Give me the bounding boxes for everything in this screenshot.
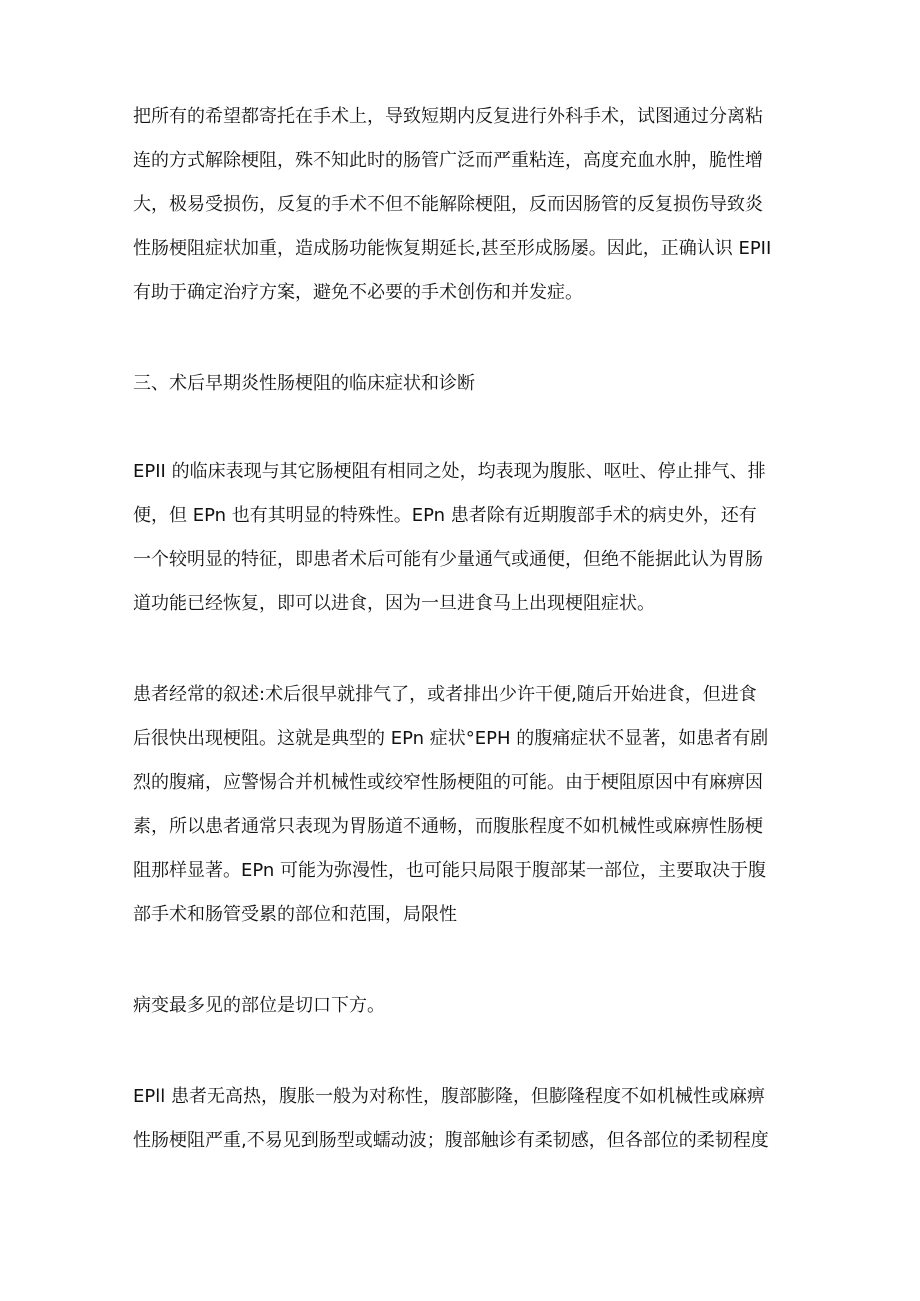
paragraph-5-line-1: EPll 患者无高热，腹胀一般为对称性，腹部膨隆，但膨隆程度不如机械性或麻痹 [133,1086,765,1107]
paragraph-2-line-1: EPII 的临床表现与其它肠梗阻有相同之处，均表现为腹胀、呕吐、停止排气、排 [133,461,766,482]
paragraph-3-line-2: 后很快出现梗阻。这就是典型的 EPn 症状°EPH 的腹痛症状不显著，如患者有剧 [133,728,769,749]
paragraph-2-line-4: 道功能已经恢复，即可以进食，因为一旦进食马上出现梗阻症状。 [133,593,655,614]
paragraph-1-line-4: 性肠梗阻症状加重，造成肠功能恢复期延长,甚至形成肠屡。因此，正确认识 EPII [133,238,772,259]
paragraph-5-line-2: 性肠梗阻严重,不易见到肠型或蠕动波；腹部触诊有柔韧感，但各部位的柔韧程度 [133,1130,769,1151]
paragraph-2-line-2: 便，但 EPn 也有其明显的特殊性。EPn 患者除有近期腹部手术的病史外，还有 [133,505,757,526]
paragraph-1-line-5: 有助于确定治疗方案，避免不必要的手术创伤和并发症。 [133,282,583,303]
section-heading: 三、术后早期炎性肠梗阻的临床症状和诊断 [133,373,475,394]
paragraph-3-line-5: 阻那样显著。EPn 可能为弥漫性，也可能只局限于腹部某一部位，主要取决于腹 [133,860,767,881]
paragraph-3-line-4: 素，所以患者通常只表现为胃肠道不通畅，而腹胀程度不如机械性或麻痹性肠梗 [133,816,763,837]
paragraph-3-line-3: 烈的腹痛，应警惕合并机械性或绞窄性肠梗阻的可能。由于梗阻原因中有麻痹因 [133,772,763,793]
paragraph-3-line-6: 部手术和肠管受累的部位和范围，局限性 [133,904,457,925]
paragraph-2-line-3: 一个较明显的特征，即患者术后可能有少量通气或通便，但绝不能据此认为胃肠 [133,549,763,570]
paragraph-1-line-1: 把所有的希望都寄托在手术上，导致短期内反复进行外科手术，试图通过分离粘 [133,106,763,127]
paragraph-4-line-1: 病变最多见的部位是切口下方。 [133,995,385,1016]
paragraph-1-line-2: 连的方式解除梗阻，殊不知此时的肠管广泛而严重粘连，高度充血水肿，脆性增 [133,150,763,171]
paragraph-3-line-1: 患者经常的叙述:术后很早就排气了，或者排出少许干便,随后开始进食，但进食 [133,684,757,705]
paragraph-1-line-3: 大，极易受损伤，反复的手术不但不能解除梗阻，反而因肠管的反复损伤导致炎 [133,194,763,215]
